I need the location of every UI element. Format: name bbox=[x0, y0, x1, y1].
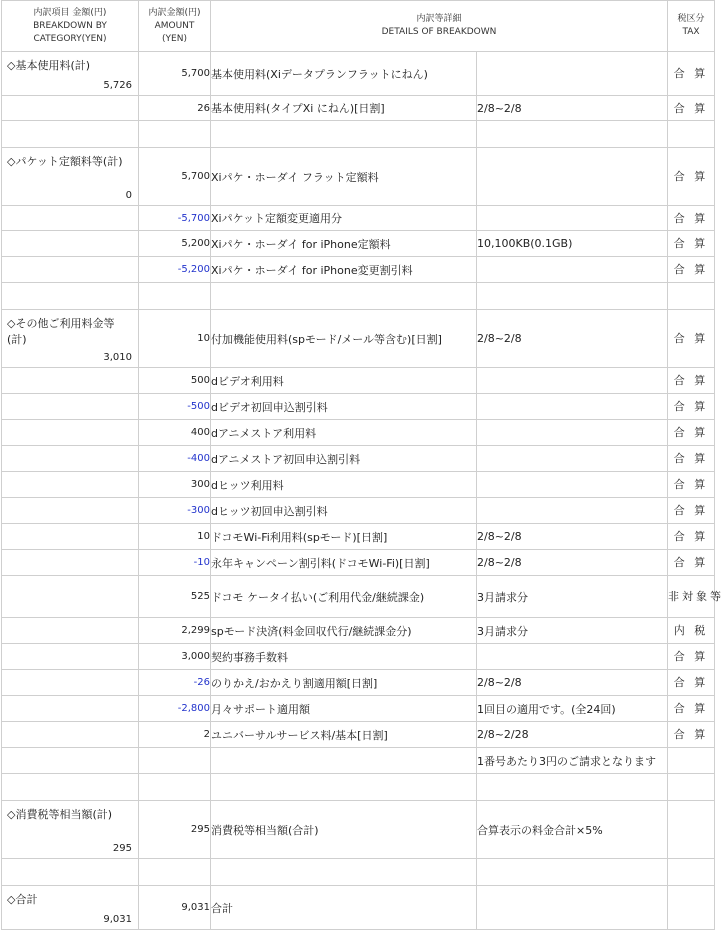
detail-description: Xiパケ・ホーダイ for iPhone定額料 bbox=[211, 231, 477, 257]
category-cell bbox=[2, 472, 139, 498]
spacer-cell bbox=[139, 121, 211, 148]
tax-category bbox=[668, 748, 715, 774]
tax-category bbox=[668, 801, 715, 859]
detail-description: 基本使用料(Xiデータプランフラットにねん) bbox=[211, 52, 477, 96]
detail-description: dヒッツ利用料 bbox=[211, 472, 477, 498]
category-total: 0 bbox=[125, 190, 132, 201]
tax-category: 合 算 bbox=[668, 472, 715, 498]
tax-category: 合 算 bbox=[668, 368, 715, 394]
detail-description: Xiパケット定額変更適用分 bbox=[211, 206, 477, 231]
amount-cell: 3,000 bbox=[139, 644, 211, 670]
amount-cell: -5,200 bbox=[139, 257, 211, 283]
header-details: 内訳等詳細 DETAILS OF BREAKDOWN bbox=[211, 1, 668, 52]
spacer-cell bbox=[211, 283, 477, 310]
amount-cell: 500 bbox=[139, 368, 211, 394]
detail-description: 永年キャンペーン割引料(ドコモWi-Fi)[日割] bbox=[211, 550, 477, 576]
category-cell bbox=[2, 801, 139, 859]
table-row bbox=[2, 524, 715, 550]
table-row bbox=[2, 670, 715, 696]
category-cell bbox=[2, 148, 139, 206]
detail-description: Xiパケ・ホーダイ フラット定額料 bbox=[211, 148, 477, 206]
spacer-row bbox=[2, 859, 715, 886]
amount-cell: 26 bbox=[139, 96, 211, 121]
spacer-cell bbox=[668, 774, 715, 801]
tax-category: 合 算 bbox=[668, 722, 715, 748]
detail-note: 2/8~2/8 bbox=[477, 524, 668, 550]
detail-description: dアニメストア利用料 bbox=[211, 420, 477, 446]
detail-description bbox=[211, 748, 477, 774]
category-cell bbox=[2, 310, 139, 368]
detail-description: dヒッツ初回申込割引料 bbox=[211, 498, 477, 524]
category-cell bbox=[2, 394, 139, 420]
amount-cell: -400 bbox=[139, 446, 211, 472]
spacer-cell bbox=[139, 859, 211, 886]
detail-note bbox=[477, 472, 668, 498]
detail-note: 2/8~2/8 bbox=[477, 550, 668, 576]
amount-cell: -26 bbox=[139, 670, 211, 696]
table-row bbox=[2, 420, 715, 446]
category-cell bbox=[2, 550, 139, 576]
table-row bbox=[2, 394, 715, 420]
detail-note: 2/8~2/8 bbox=[477, 310, 668, 368]
spacer-cell bbox=[477, 121, 668, 148]
detail-description: dアニメストア初回申込割引料 bbox=[211, 446, 477, 472]
table-row bbox=[2, 748, 715, 774]
spacer-cell bbox=[668, 859, 715, 886]
detail-note: 合算表示の料金合計×5% bbox=[477, 801, 668, 859]
detail-note bbox=[477, 446, 668, 472]
detail-description: 消費税等相当額(合計) bbox=[211, 801, 477, 859]
amount-cell: 2 bbox=[139, 722, 211, 748]
amount-cell: -2,800 bbox=[139, 696, 211, 722]
amount-cell: 10 bbox=[139, 310, 211, 368]
amount-cell: 2,299 bbox=[139, 618, 211, 644]
tax-category: 合 算 bbox=[668, 231, 715, 257]
detail-note bbox=[477, 52, 668, 96]
header-category: 内訳項目 金額(円) BREAKDOWN BY CATEGORY(YEN) bbox=[2, 1, 139, 52]
category-cell bbox=[2, 748, 139, 774]
category-cell bbox=[2, 696, 139, 722]
category-name: ◇基本使用料(計) bbox=[7, 59, 91, 72]
spacer-cell bbox=[668, 121, 715, 148]
tax-category: 合 算 bbox=[668, 96, 715, 121]
category-cell bbox=[2, 498, 139, 524]
spacer-cell bbox=[211, 121, 477, 148]
amount-cell bbox=[139, 748, 211, 774]
spacer-cell bbox=[211, 859, 477, 886]
category-total: 9,031 bbox=[103, 914, 132, 925]
table-row bbox=[2, 722, 715, 748]
detail-note: 3月請求分 bbox=[477, 618, 668, 644]
detail-description: のりかえ/おかえり割適用額[日割] bbox=[211, 670, 477, 696]
category-cell bbox=[2, 420, 139, 446]
amount-cell: 300 bbox=[139, 472, 211, 498]
spacer-row bbox=[2, 121, 715, 148]
detail-description: dビデオ初回申込割引料 bbox=[211, 394, 477, 420]
amount-cell: -5,700 bbox=[139, 206, 211, 231]
table-row bbox=[2, 576, 715, 618]
table-row bbox=[2, 801, 715, 859]
table-row bbox=[2, 446, 715, 472]
category-cell bbox=[2, 644, 139, 670]
detail-note: 3月請求分 bbox=[477, 576, 668, 618]
detail-description: ドコモWi-Fi利用料(spモード)[日割] bbox=[211, 524, 477, 550]
table-row bbox=[2, 644, 715, 670]
detail-description: Xiパケ・ホーダイ for iPhone変更割引料 bbox=[211, 257, 477, 283]
spacer-cell bbox=[477, 283, 668, 310]
category-name: ◇消費税等相当額(計) bbox=[7, 808, 113, 821]
category-cell bbox=[2, 446, 139, 472]
amount-cell: 295 bbox=[139, 801, 211, 859]
spacer-cell bbox=[139, 774, 211, 801]
spacer-cell bbox=[211, 774, 477, 801]
detail-description: 契約事務手数料 bbox=[211, 644, 477, 670]
tax-category: 合 算 bbox=[668, 52, 715, 96]
billing-breakdown-table bbox=[1, 0, 724, 930]
detail-note: 1番号あたり3円のご請求となります bbox=[477, 748, 668, 774]
table-row bbox=[2, 472, 715, 498]
detail-note bbox=[477, 886, 668, 930]
tax-category: 合 算 bbox=[668, 670, 715, 696]
spacer-cell bbox=[139, 283, 211, 310]
table-row bbox=[2, 231, 715, 257]
category-cell bbox=[2, 96, 139, 121]
category-cell bbox=[2, 231, 139, 257]
category-cell bbox=[2, 206, 139, 231]
table-row bbox=[2, 696, 715, 722]
detail-note bbox=[477, 257, 668, 283]
table-row bbox=[2, 886, 715, 930]
category-total: 5,726 bbox=[103, 80, 132, 91]
category-name: ◇合計 bbox=[7, 893, 38, 906]
table-row bbox=[2, 52, 715, 96]
amount-cell: 525 bbox=[139, 576, 211, 618]
table-row bbox=[2, 206, 715, 231]
spacer-row bbox=[2, 774, 715, 801]
table-row bbox=[2, 550, 715, 576]
detail-description: 付加機能使用料(spモード/メール等含む)[日割] bbox=[211, 310, 477, 368]
detail-description: 合計 bbox=[211, 886, 477, 930]
table-row bbox=[2, 96, 715, 121]
tax-category bbox=[668, 886, 715, 930]
spacer-cell bbox=[2, 121, 139, 148]
table-row bbox=[2, 368, 715, 394]
detail-note bbox=[477, 420, 668, 446]
tax-category: 合 算 bbox=[668, 420, 715, 446]
category-name: ◇パケット定額料等(計) bbox=[7, 155, 123, 168]
tax-category: 合 算 bbox=[668, 446, 715, 472]
tax-category: 合 算 bbox=[668, 148, 715, 206]
tax-category: 内 税 bbox=[668, 618, 715, 644]
detail-note: 2/8~2/28 bbox=[477, 722, 668, 748]
table-header-row bbox=[2, 1, 715, 52]
detail-description: spモード決済(料金回収代行/継続課金分) bbox=[211, 618, 477, 644]
detail-description: dビデオ利用料 bbox=[211, 368, 477, 394]
category-cell bbox=[2, 618, 139, 644]
detail-note bbox=[477, 644, 668, 670]
amount-cell: 9,031 bbox=[139, 886, 211, 930]
category-total: 3,010 bbox=[103, 352, 132, 363]
spacer-cell bbox=[668, 283, 715, 310]
detail-note bbox=[477, 148, 668, 206]
tax-category: 非対象等 bbox=[668, 576, 715, 618]
spacer-cell bbox=[2, 774, 139, 801]
spacer-cell bbox=[2, 859, 139, 886]
spacer-cell bbox=[2, 283, 139, 310]
detail-note bbox=[477, 498, 668, 524]
amount-cell: 10 bbox=[139, 524, 211, 550]
tax-category: 合 算 bbox=[668, 498, 715, 524]
category-cell bbox=[2, 722, 139, 748]
detail-note: 1回目の適用です。(全24回) bbox=[477, 696, 668, 722]
detail-note: 10,100KB(0.1GB) bbox=[477, 231, 668, 257]
detail-note bbox=[477, 394, 668, 420]
category-cell bbox=[2, 368, 139, 394]
tax-category: 合 算 bbox=[668, 394, 715, 420]
tax-category: 合 算 bbox=[668, 644, 715, 670]
tax-category: 合 算 bbox=[668, 550, 715, 576]
detail-note: 2/8~2/8 bbox=[477, 96, 668, 121]
category-cell bbox=[2, 524, 139, 550]
tax-category: 合 算 bbox=[668, 310, 715, 368]
table-row bbox=[2, 148, 715, 206]
amount-cell: -500 bbox=[139, 394, 211, 420]
category-cell bbox=[2, 576, 139, 618]
detail-note: 2/8~2/8 bbox=[477, 670, 668, 696]
amount-cell: -300 bbox=[139, 498, 211, 524]
tax-category: 合 算 bbox=[668, 696, 715, 722]
detail-description: ドコモ ケータイ払い(ご利用代金/継続課金) bbox=[211, 576, 477, 618]
amount-cell: 5,700 bbox=[139, 52, 211, 96]
tax-category: 合 算 bbox=[668, 257, 715, 283]
detail-description: 基本使用料(タイプXi にねん)[日割] bbox=[211, 96, 477, 121]
amount-cell: 5,200 bbox=[139, 231, 211, 257]
category-total: 295 bbox=[112, 843, 132, 854]
category-cell bbox=[2, 670, 139, 696]
header-amount: 内訳金額(円) AMOUNT (YEN) bbox=[139, 1, 211, 52]
category-cell bbox=[2, 52, 139, 96]
table-row bbox=[2, 618, 715, 644]
spacer-cell bbox=[477, 859, 668, 886]
category-cell bbox=[2, 257, 139, 283]
detail-note bbox=[477, 206, 668, 231]
amount-cell: 400 bbox=[139, 420, 211, 446]
detail-note bbox=[477, 368, 668, 394]
category-cell bbox=[2, 886, 139, 930]
table-row bbox=[2, 257, 715, 283]
tax-category: 合 算 bbox=[668, 524, 715, 550]
table-row bbox=[2, 498, 715, 524]
spacer-cell bbox=[477, 774, 668, 801]
category-name: ◇その他ご利用料金等(計) bbox=[7, 317, 115, 346]
table-row bbox=[2, 310, 715, 368]
amount-cell: 5,700 bbox=[139, 148, 211, 206]
spacer-row bbox=[2, 283, 715, 310]
amount-cell: -10 bbox=[139, 550, 211, 576]
detail-description: 月々サポート適用額 bbox=[211, 696, 477, 722]
tax-category: 合 算 bbox=[668, 206, 715, 231]
header-tax: 税区分 TAX bbox=[668, 1, 715, 52]
detail-description: ユニバーサルサービス料/基本[日割] bbox=[211, 722, 477, 748]
